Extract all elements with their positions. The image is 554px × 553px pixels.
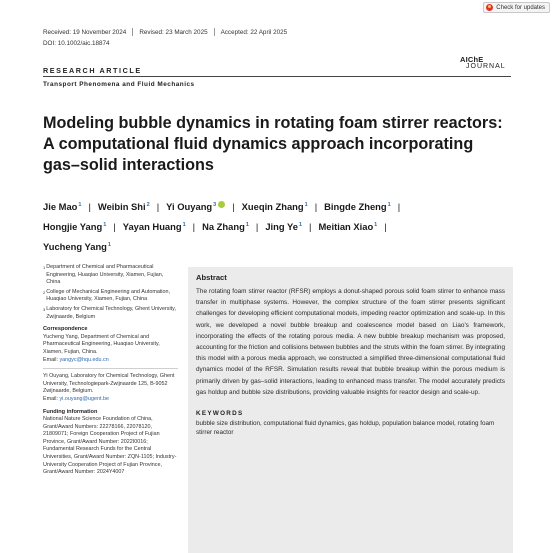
doi-link[interactable]: DOI: 10.1002/aic.18874 [43, 40, 110, 47]
funding-text: National Nature Science Foundation of China, Grant/Award Numbers: 22278166, 22078120, 21809071; Foreign Cooperation Project of Fujian Province, Grant/Award Number: 2022I0016; Fundamental Research Funds for the Central Universities, Grant/Award Number: ZQN-1105; Industry-University Cooperation Project of Fujian Province, Grant/Award Number: 2024Y4007 [43, 416, 177, 476]
date-divider [214, 28, 215, 36]
check-for-updates-button[interactable] [483, 2, 550, 13]
article-info-sidebar [43, 264, 178, 477]
sidebar-divider [43, 368, 178, 369]
correspondence-heading: Correspondence [43, 326, 88, 333]
author[interactable]: Na Zhang$^1$ [202, 221, 249, 232]
email-link[interactable]: yangyc@hqu.edu.cn [59, 356, 109, 363]
received-date: Received: 19 November 2024 [43, 28, 127, 36]
email-link[interactable]: yi.ouyang@ugent.be [59, 395, 110, 402]
abstract-text: The rotating foam stirrer reactor (RFSR) employs a donut-shaped porous solid foam stirrer to enhance mass transfer in multiphase systems. However, the complex structure of the foam stirrer presents significant challenges for developing efficient computational models, impeding reactor optimization and scale-up. In this work, we developed a novel bubble breakup and coalescence model based on Liao's framework, incorporating the effects of the rotating porous media. A new bubble breakup mechanism was proposed, accounting for the friction and collisions between bubbles and the struts within the foam stirrer. By integrating this model with a porous media approach, we constructed a simplified three-dimensional computational fluid dynamics model of the RFSR. Simulation results reveal that bubble breakup within the porous medium is primarily driven by gas–solid interactions, leading to enhanced mass transfer. The model accurately predicts gas holdup and bubble size distributions, providing valuable insights for reactor design and scale-up. [196, 288, 505, 396]
journal-logo-line2: JOURNAL [466, 63, 506, 70]
check-for-updates-label: Check for updates [496, 4, 545, 11]
author[interactable]: Hongjie Yang$^1$ [43, 221, 107, 232]
correspondence-entry: Yi Ouyang, Laboratory for Chemical Technology, Ghent University, Technologiepark-Zwijnaarde 125, B-9052 Zwijnaarde, Belgium. Email: yi.ouyang@ugent.be [43, 373, 175, 402]
date-divider [132, 28, 133, 36]
affiliation: 2 College of Mechanical Engineering and Automation, Huaqiao University, Xiamen, Fujian, China [43, 288, 171, 303]
correspondence-entry: Yucheng Yang, Department of Chemical and Pharmaceutical Engineering, Huaqiao University, Xiamen, Fujian, China. Email: yangyc@hqu.edu.cn [43, 333, 160, 363]
author[interactable]: Weibin Shi$^2$ [97, 201, 150, 212]
revised-date: Revised: 23 March 2025 [139, 28, 208, 36]
author[interactable]: Jie Mao$^1$ [43, 201, 82, 212]
affiliation: 3 Laboratory for Chemical Technology, Ghent University, Zwijnaarde, Belgium [43, 305, 176, 320]
keywords-text: bubble size distribution, computational fluid dynamics, gas holdup, population balance model, rotating foam stirrer reactor [196, 420, 495, 437]
crossmark-icon [486, 4, 493, 11]
journal-logo [460, 56, 506, 70]
author[interactable]: Jing Ye$^1$ [265, 221, 303, 232]
article-dates [43, 28, 287, 36]
journal-logo-line1: AIChE [460, 55, 484, 64]
article-section-label: Transport Phenomena and Fluid Mechanics [43, 81, 195, 88]
funding-heading: Funding information [43, 408, 98, 415]
author[interactable]: Meitian Xiao$^1$ [318, 221, 378, 232]
author[interactable]: Bingde Zheng$^1$ [324, 201, 391, 212]
author[interactable]: Yucheng Yang$^1$ [43, 241, 111, 252]
author[interactable]: Yi Ouyang$^3$ [166, 201, 225, 212]
author[interactable]: Yayan Huang$^1$ [122, 221, 186, 232]
keywords-heading: KEYWORDS [196, 410, 244, 418]
section-divider [43, 76, 511, 77]
abstract-heading: Abstract [196, 273, 227, 282]
accepted-date: Accepted: 22 April 2025 [220, 28, 288, 36]
affiliation: 1 Department of Chemical and Pharmaceutical Engineering, Huaqiao University, Xiamen, Fujian, China [43, 264, 164, 286]
orcid-icon[interactable] [218, 201, 225, 208]
author[interactable]: Xueqin Zhang$^1$ [241, 201, 308, 212]
article-title: Modeling bubble dynamics in rotating foam stirrer reactors: A computational fluid dynamics approach incorporating gas–solid interactions [43, 114, 503, 174]
author-list: Jie Mao$^1$ | Weibin Shi$^2$ | Yi Ouyang$^3$ | Xueqin Zhang$^1$ | Bingde Zheng$^1$ | Hongjie Yang$^1$ | Yayan Huang$^1$ | Na Zhang$^1$ | Jing Ye$^1$ | Meitian Xiao$^1$ | Yucheng Yang$^1$ [43, 201, 401, 252]
abstract-panel [188, 267, 513, 553]
article-type-label: RESEARCH ARTICLE [43, 66, 142, 75]
